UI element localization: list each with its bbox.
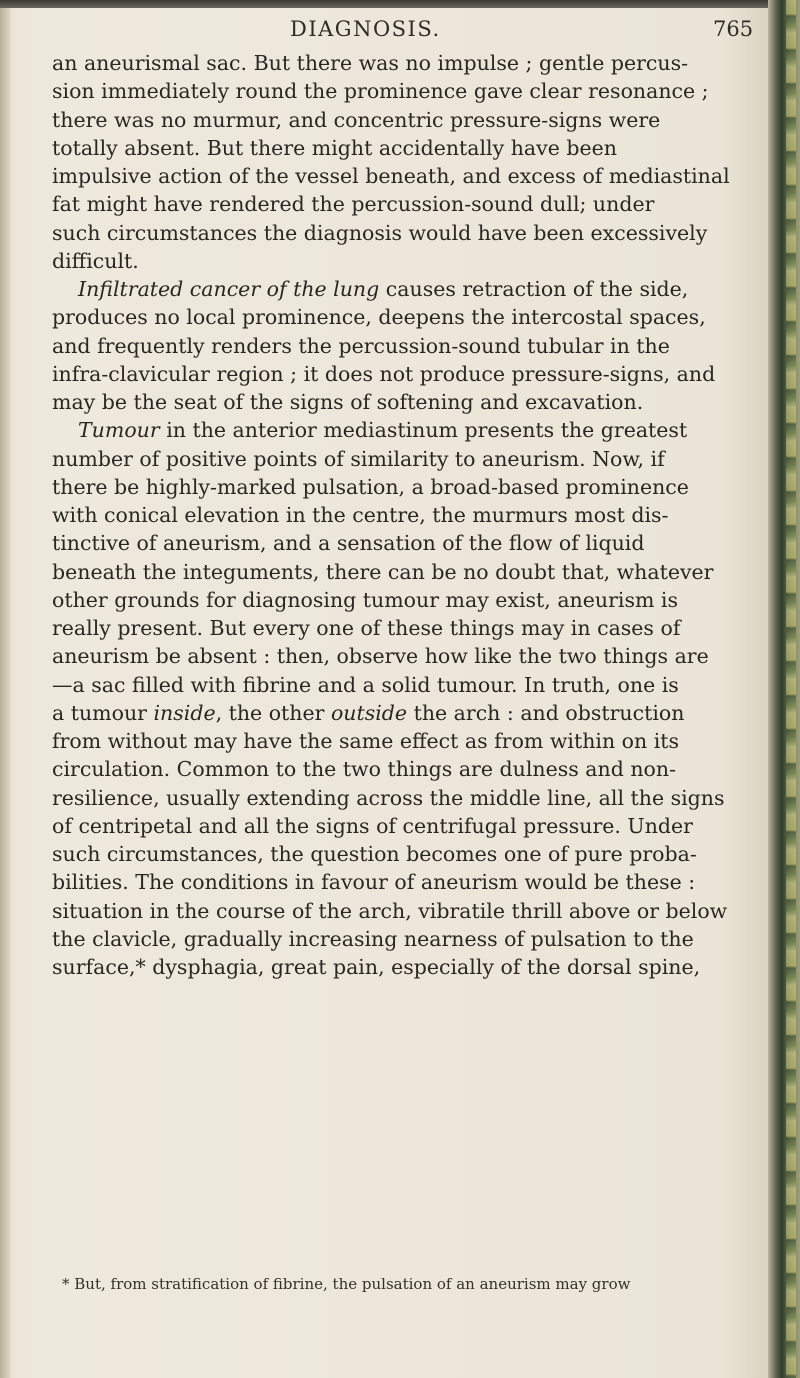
- text-run: the clavicle, gradually increasing nearness of pulsation to the: [52, 926, 694, 951]
- adjacent-page-edge: [786, 0, 796, 1378]
- italic-text-run: Infiltrated cancer of the lung: [78, 277, 380, 301]
- text-line: [52, 388, 764, 416]
- text-line: [52, 953, 764, 981]
- text-line: [52, 671, 764, 699]
- body-text: [52, 49, 764, 981]
- text-line: [52, 812, 764, 840]
- text-run: , the other: [215, 700, 331, 725]
- text-run: and frequently renders the percussion-sound tubular in the: [52, 333, 670, 358]
- text-run: difficult.: [52, 248, 139, 273]
- text-run: there was no murmur, and concentric pressure-signs were: [52, 107, 661, 132]
- running-head-title: DIAGNOSIS.: [290, 17, 441, 41]
- text-line: [52, 134, 764, 162]
- text-run: a tumour: [52, 700, 154, 725]
- text-line: [52, 868, 764, 896]
- text-line: [52, 558, 764, 586]
- footnote: * But, from stratification of fibrine, the pulsation of an aneurism may grow: [62, 1275, 631, 1293]
- text-run: the arch : and obstruction: [407, 700, 685, 725]
- text-line: [52, 473, 764, 501]
- italic-text-run: inside: [153, 700, 216, 725]
- text-line: [52, 642, 764, 670]
- text-run: number of positive points of similarity to aneurism. Now, if: [52, 446, 665, 471]
- text-line: [52, 303, 764, 331]
- text-line: [52, 755, 764, 783]
- text-run: from without may have the same effect as from within on its: [52, 729, 680, 753]
- text-line: [52, 840, 764, 868]
- text-line: [52, 925, 764, 953]
- text-run: resilience, usually extending across the middle line, all the signs: [52, 785, 725, 810]
- text-line: [52, 784, 764, 812]
- text-line: [52, 360, 764, 388]
- page-left-edge: [0, 0, 10, 1378]
- text-run: —a sac filled with fibrine and a solid tumour. In truth, one is: [52, 672, 679, 697]
- text-line: [52, 445, 764, 473]
- text-line: [52, 529, 764, 557]
- italic-text-run: outside: [330, 700, 408, 725]
- text-line: [52, 699, 764, 727]
- text-run: may be the seat of the signs of softening and excavation.: [52, 390, 644, 414]
- text-run: beneath the integuments, there can be no doubt that, whatever: [52, 559, 714, 584]
- text-line: [52, 49, 764, 77]
- italic-text-run: Tumour: [78, 418, 160, 443]
- page-top-edge: [0, 0, 800, 8]
- text-run: bilities. The conditions in favour of aneurism would be these :: [52, 870, 696, 895]
- text-run: an aneurismal sac. But there was no impulse ; gentle percus-: [52, 51, 689, 75]
- text-line: [52, 586, 764, 614]
- text-run: there be highly-marked pulsation, a broad-based prominence: [52, 474, 689, 499]
- text-line: [52, 219, 764, 247]
- text-run: sion immediately round the prominence gave clear resonance ;: [52, 79, 709, 104]
- text-line: [52, 247, 764, 275]
- text-line: [52, 501, 764, 529]
- text-run: totally absent. But there might accidentally have been: [52, 135, 617, 160]
- text-run: aneurism be absent : then, observe how like the two things are: [52, 644, 709, 669]
- text-run: with conical elevation in the centre, the murmurs most dis-: [52, 503, 669, 527]
- text-run: such circumstances the diagnosis would have been excessively: [52, 220, 708, 245]
- text-run: infra-clavicular region ; it does not produce pressure-signs, and: [52, 361, 716, 386]
- text-line: [52, 77, 764, 105]
- text-line: [52, 162, 764, 190]
- text-line: [52, 614, 764, 642]
- text-run: circulation. Common to the two things are dulness and non-: [52, 757, 677, 782]
- text-run: really present. But every one of these things may in cases of: [52, 616, 681, 640]
- running-head: [0, 10, 760, 50]
- text-line: [52, 190, 764, 218]
- text-run: such circumstances, the question becomes one of pure proba-: [52, 842, 697, 866]
- text-line: [52, 727, 764, 755]
- text-line: [52, 106, 764, 134]
- text-run: impulsive action of the vessel beneath, and excess of mediastinal: [52, 164, 730, 188]
- text-run: produces no local prominence, deepens the intercostal spaces,: [52, 305, 706, 330]
- text-run: in the anterior mediastinum presents the greatest: [159, 418, 688, 443]
- text-line: [52, 416, 764, 444]
- text-line: [52, 275, 764, 303]
- text-run: other grounds for diagnosing tumour may exist, aneurism is: [52, 587, 679, 612]
- text-run: situation in the course of the arch, vibratile thrill above or below: [52, 898, 728, 923]
- text-run: fat might have rendered the percussion-sound dull; under: [52, 192, 655, 217]
- text-run: surface,* dysphagia, great pain, especially of the dorsal spine,: [52, 955, 701, 979]
- text-line: [52, 332, 764, 360]
- page-number: 765: [713, 17, 754, 41]
- text-run: tinctive of aneurism, and a sensation of the flow of liquid: [52, 531, 645, 556]
- text-run: of centripetal and all the signs of centrifugal pressure. Under: [52, 813, 693, 838]
- text-line: [52, 897, 764, 925]
- text-run: causes retraction of the side,: [379, 277, 689, 301]
